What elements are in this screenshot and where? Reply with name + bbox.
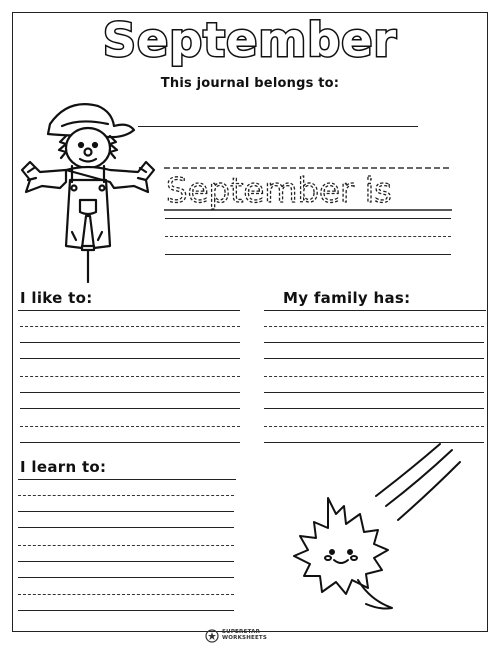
- writing-line-solid[interactable]: [20, 358, 240, 359]
- writing-line-solid[interactable]: [18, 527, 234, 528]
- owner-name-line[interactable]: [138, 126, 418, 127]
- writing-line-dashed[interactable]: [264, 376, 484, 377]
- writing-line-dashed[interactable]: [20, 376, 240, 377]
- writing-line-solid[interactable]: [264, 392, 484, 393]
- writing-line-solid[interactable]: [18, 610, 234, 611]
- writing-line-dashed[interactable]: [165, 236, 451, 237]
- section-heading-learn: I learn to:: [20, 458, 107, 476]
- writing-line-solid[interactable]: [165, 254, 451, 255]
- writing-line-dashed[interactable]: [20, 426, 240, 427]
- section-heading-like: I like to:: [20, 289, 93, 307]
- section-heading-family: My family has:: [283, 289, 411, 307]
- heading-underline: [264, 310, 486, 311]
- scarecrow-illustration: [10, 96, 160, 286]
- writing-line-solid[interactable]: [264, 358, 484, 359]
- maple-leaf-illustration: [270, 440, 470, 620]
- writing-line-solid[interactable]: [18, 577, 234, 578]
- writing-line-solid[interactable]: [20, 408, 240, 409]
- page-title: [0, 10, 500, 70]
- writing-line-solid[interactable]: [264, 342, 484, 343]
- writing-line-dashed[interactable]: [20, 326, 240, 327]
- writing-line-solid[interactable]: [20, 342, 240, 343]
- writing-line-solid[interactable]: [20, 442, 240, 443]
- footer-brand-line2: WORKSHEETS: [222, 635, 268, 641]
- footer-brand: [222, 629, 267, 641]
- writing-line-solid[interactable]: [20, 392, 240, 393]
- writing-line-dashed[interactable]: [18, 594, 234, 595]
- title-text: September: [102, 13, 398, 67]
- writing-line-dashed[interactable]: [264, 426, 484, 427]
- writing-line-solid[interactable]: [264, 408, 484, 409]
- heading-underline: [18, 479, 236, 480]
- writing-line-dashed[interactable]: [18, 495, 234, 496]
- heading-underline: [18, 310, 240, 311]
- footer-brand-line1: SUPERSTAR: [222, 629, 261, 635]
- trace-sentence-starter: [160, 160, 460, 216]
- writing-line-dashed[interactable]: [18, 545, 234, 546]
- writing-line-solid[interactable]: [18, 561, 234, 562]
- writing-line-solid[interactable]: [165, 218, 451, 219]
- trace-text: September is: [166, 171, 392, 211]
- writing-line-solid[interactable]: [18, 511, 234, 512]
- writing-line-dashed[interactable]: [264, 326, 484, 327]
- journal-owner-label: This journal belongs to:: [160, 76, 340, 91]
